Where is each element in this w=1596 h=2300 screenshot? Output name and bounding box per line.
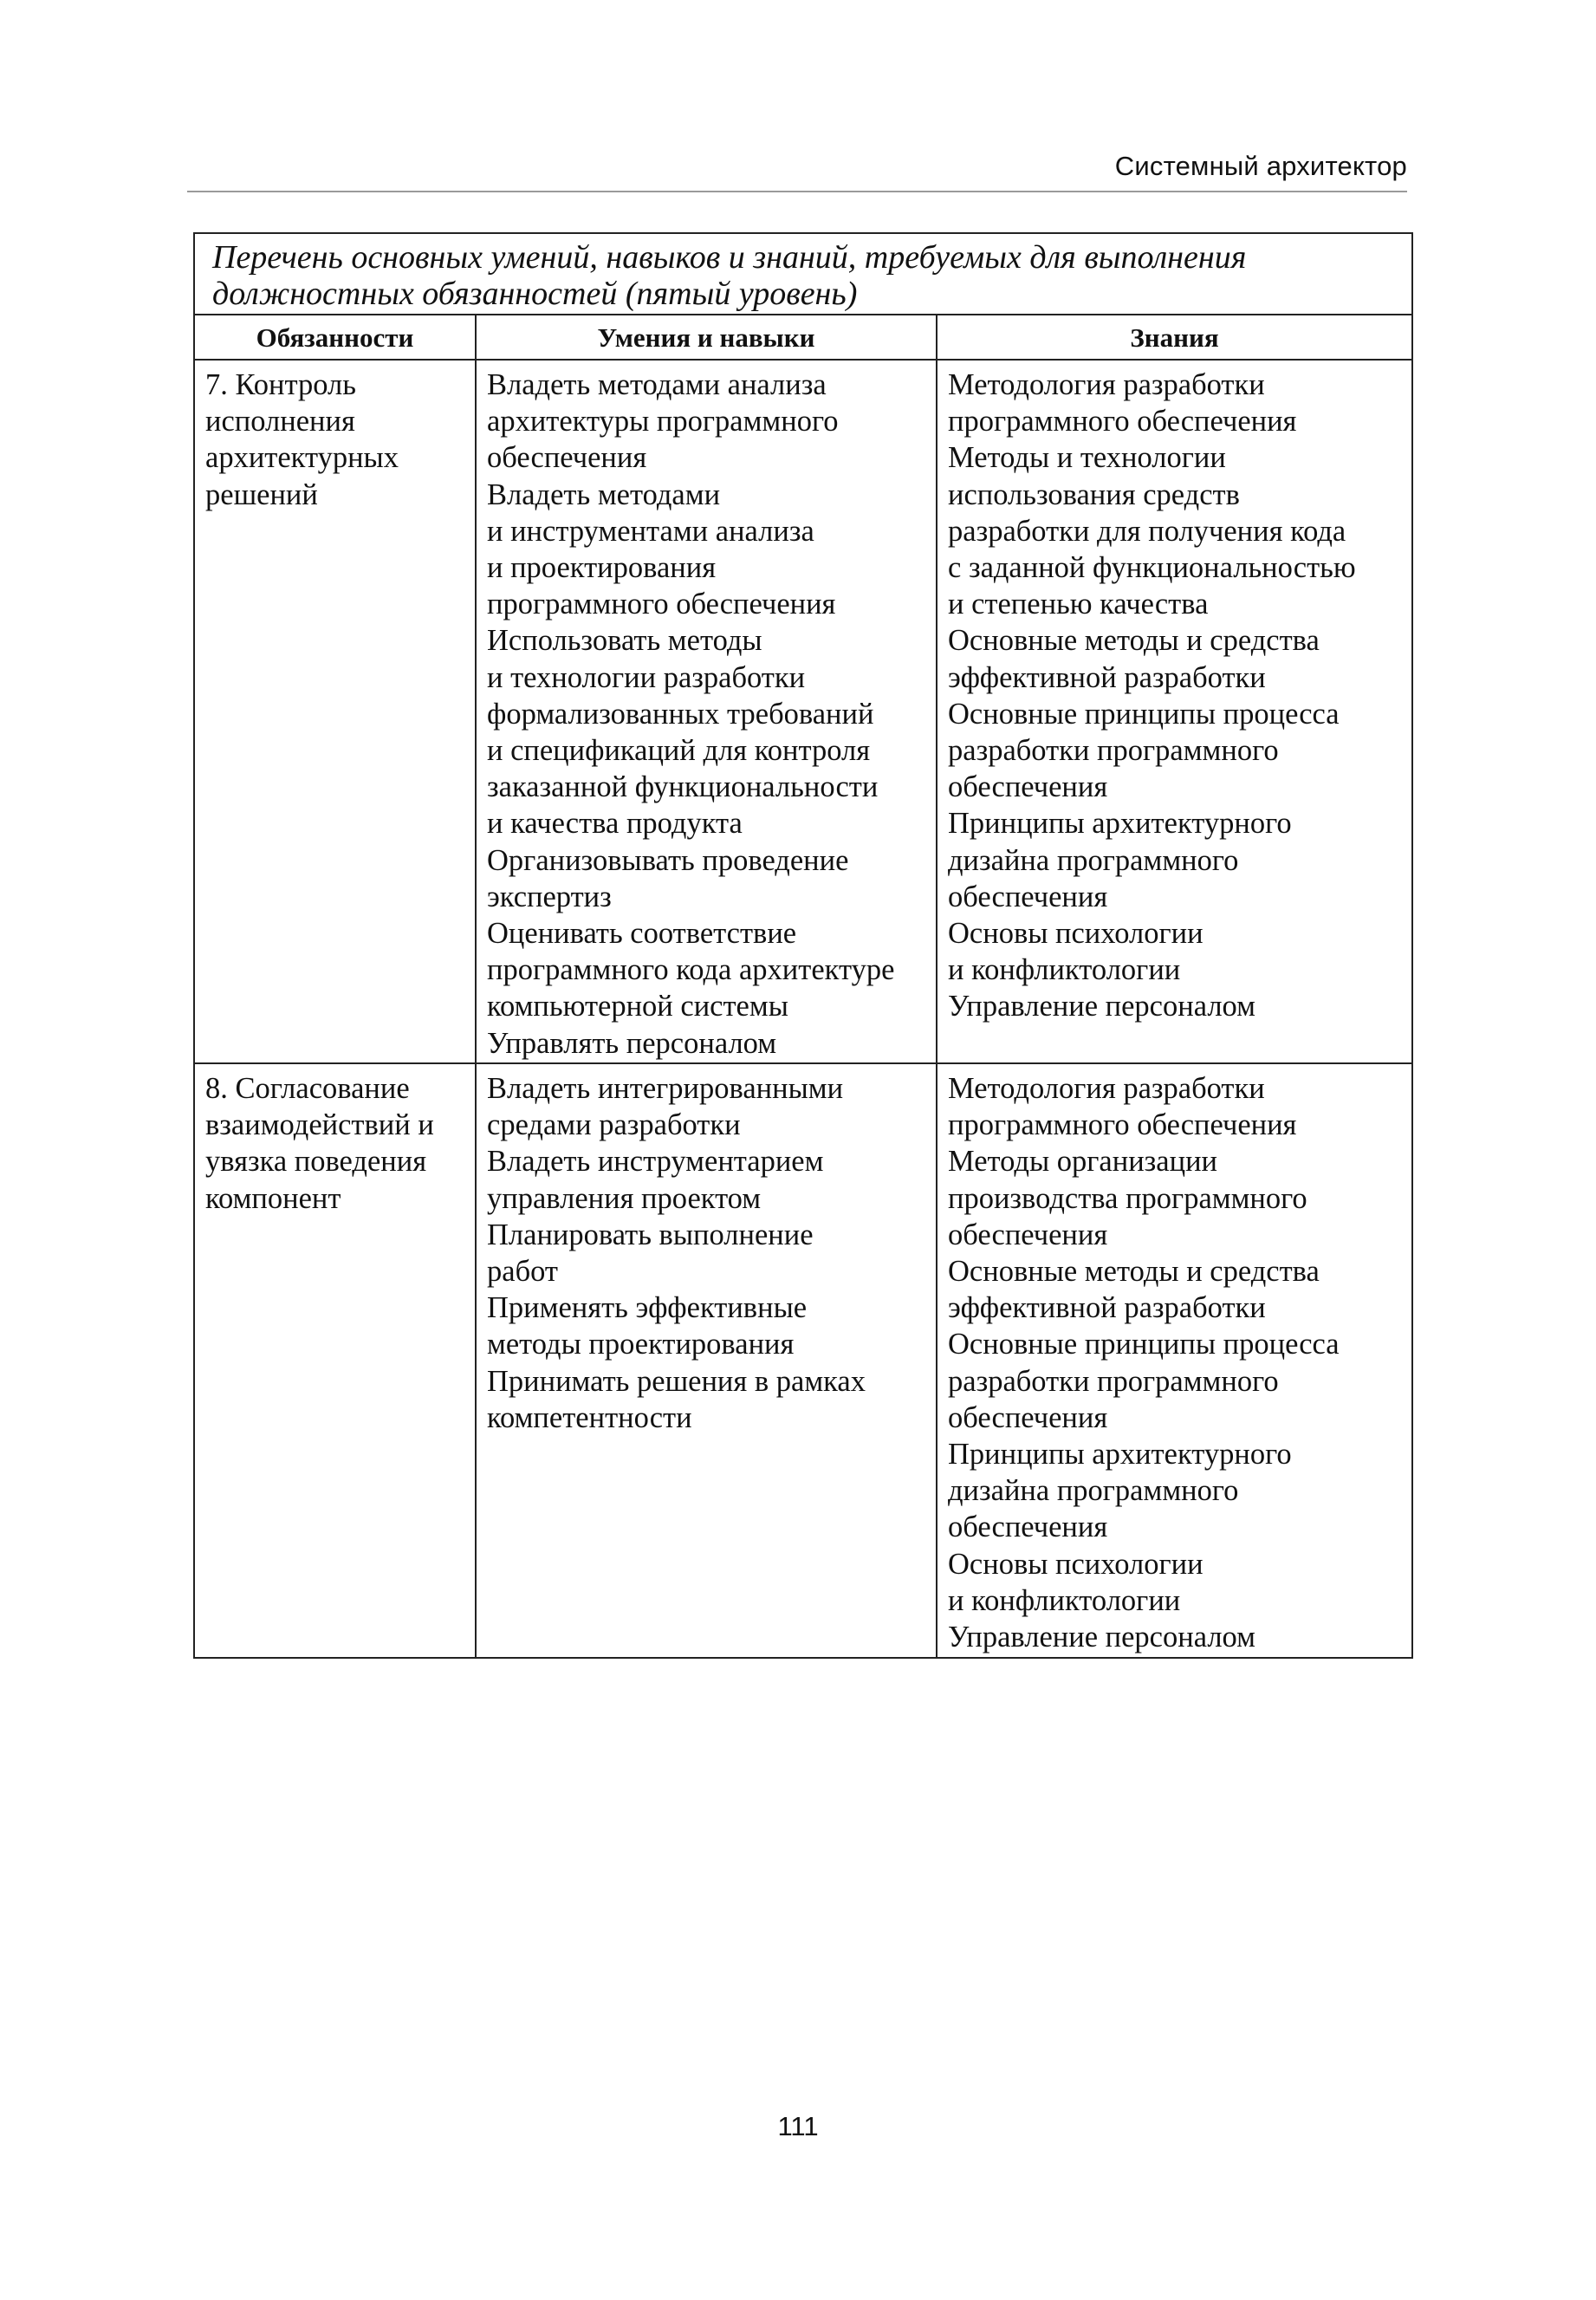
knowledge-line: Принципы архитектурного: [948, 1438, 1292, 1472]
skill-line: управления проектом: [487, 1181, 762, 1215]
skill-line: экспертиз: [487, 880, 612, 913]
skill-line: Владеть методами: [487, 478, 721, 511]
knowledge-line: разработки программного: [948, 734, 1279, 768]
knowledge-line: разработки программного: [948, 1364, 1279, 1398]
knowledge-line: обеспечения: [948, 1511, 1108, 1544]
knowledge-line: обеспечения: [948, 880, 1108, 913]
skill-line: и технологии разработки: [487, 660, 806, 694]
running-head-title: Системный архитектор: [1114, 151, 1407, 181]
duty-line: 8. Согласование: [205, 1072, 410, 1105]
skill-line: Планировать выполнение: [487, 1218, 814, 1251]
knowledge-line: обеспечения: [948, 770, 1108, 804]
knowledge-line: Методология разработки: [948, 368, 1265, 401]
knowledge-line: дизайна программного: [948, 1474, 1239, 1508]
knowledge-line: Основные методы и средства: [948, 1255, 1320, 1289]
knowledge-line: Управление персоналом: [948, 1621, 1255, 1654]
knowledge-line: эффективной разработки: [948, 660, 1266, 694]
skill-line: и инструментами анализа: [487, 514, 814, 548]
skill-line: работ: [487, 1255, 558, 1289]
knowledge-line: Основы психологии: [948, 917, 1203, 951]
knowledge-line: Основы психологии: [948, 1547, 1203, 1581]
duty-line: решений: [205, 478, 318, 511]
knowledge-line: и конфликтологии: [948, 953, 1181, 987]
knowledge-line: эффективной разработки: [948, 1291, 1266, 1325]
skill-line: программного кода архитектуре: [487, 953, 895, 987]
skill-line: средами разработки: [487, 1108, 741, 1142]
knowledge-line: производства программного: [948, 1181, 1307, 1215]
duty-cell: [194, 1063, 476, 1658]
skills-table: [193, 232, 1413, 1659]
skill-line: Применять эффективные: [487, 1291, 808, 1325]
skill-line: формализованных требований: [487, 697, 874, 731]
caption-line: Перечень основных умений, навыков и знаний, требуемых для выполнения: [212, 239, 1247, 276]
skill-line: Принимать решения в рамках: [487, 1364, 866, 1398]
knowledge-line: программного обеспечения: [948, 405, 1297, 439]
skill-line: Оценивать соответствие: [487, 917, 797, 951]
duty-line: компонент: [205, 1181, 341, 1215]
table-row: [194, 360, 1412, 1063]
table-header-row: [194, 315, 1412, 360]
skill-line: Владеть интегрированными: [487, 1072, 844, 1105]
knowledge-line: Основные принципы процесса: [948, 1328, 1340, 1361]
knowledge-line: обеспечения: [948, 1400, 1108, 1434]
skill-line: Управлять персоналом: [487, 1026, 777, 1060]
caption-line: должностных обязанностей (пятый уровень): [212, 276, 858, 312]
header-skills: Умения и навыки: [476, 315, 937, 360]
duty-cell: [194, 360, 476, 1063]
knowledge-line: Принципы архитектурного: [948, 807, 1292, 841]
table-row: [194, 1063, 1412, 1658]
duty-line: исполнения: [205, 405, 355, 439]
knowledge-line: дизайна программного: [948, 843, 1239, 877]
skill-line: методы проектирования: [487, 1328, 795, 1361]
skill-line: архитектуры программного: [487, 405, 839, 439]
skill-line: и качества продукта: [487, 807, 743, 841]
knowledge-line: разработки для получения кода: [948, 514, 1346, 548]
knowledge-line: программного обеспечения: [948, 1108, 1297, 1142]
skill-line: и проектирования: [487, 551, 717, 585]
knowledge-line: Методология разработки: [948, 1072, 1265, 1105]
skill-line: Владеть инструментарием: [487, 1145, 824, 1179]
page-number: 111: [777, 2111, 819, 2141]
knowledge-line: Основные принципы процесса: [948, 697, 1340, 731]
skill-line: Владеть методами анализа: [487, 368, 827, 401]
knowledge-cell: [937, 360, 1412, 1063]
running-head: [187, 149, 1407, 192]
skill-line: компетентности: [487, 1400, 692, 1434]
knowledge-line: и конфликтологии: [948, 1583, 1181, 1617]
knowledge-line: использования средств: [948, 478, 1240, 511]
knowledge-line: обеспечения: [948, 1218, 1108, 1251]
skills-cell: [476, 1063, 937, 1658]
duty-line: 7. Контроль: [205, 368, 356, 401]
knowledge-line: Методы и технологии: [948, 441, 1226, 475]
knowledge-cell: [937, 1063, 1412, 1658]
header-knowledge: Знания: [937, 315, 1412, 360]
knowledge-line: Управление персоналом: [948, 990, 1255, 1023]
duty-line: архитектурных: [205, 441, 399, 475]
skill-line: обеспечения: [487, 441, 647, 475]
skill-line: компьютерной системы: [487, 990, 788, 1023]
skill-line: программного обеспечения: [487, 588, 836, 621]
knowledge-line: с заданной функциональностью: [948, 551, 1356, 585]
skills-cell: [476, 360, 937, 1063]
duty-line: взаимодействий и: [205, 1108, 434, 1142]
header-duties: Обязанности: [194, 315, 476, 360]
skill-line: и спецификаций для контроля: [487, 734, 871, 768]
knowledge-line: Методы организации: [948, 1145, 1217, 1179]
table-caption-row: [194, 233, 1412, 315]
knowledge-line: Основные методы и средства: [948, 624, 1320, 658]
knowledge-line: и степенью качества: [948, 588, 1209, 621]
skill-line: Организовывать проведение: [487, 843, 849, 877]
duty-line: увязка поведения: [205, 1145, 427, 1179]
skill-line: заказанной функциональности: [487, 770, 879, 804]
skill-line: Использовать методы: [487, 624, 762, 658]
table-caption: [194, 233, 1412, 315]
